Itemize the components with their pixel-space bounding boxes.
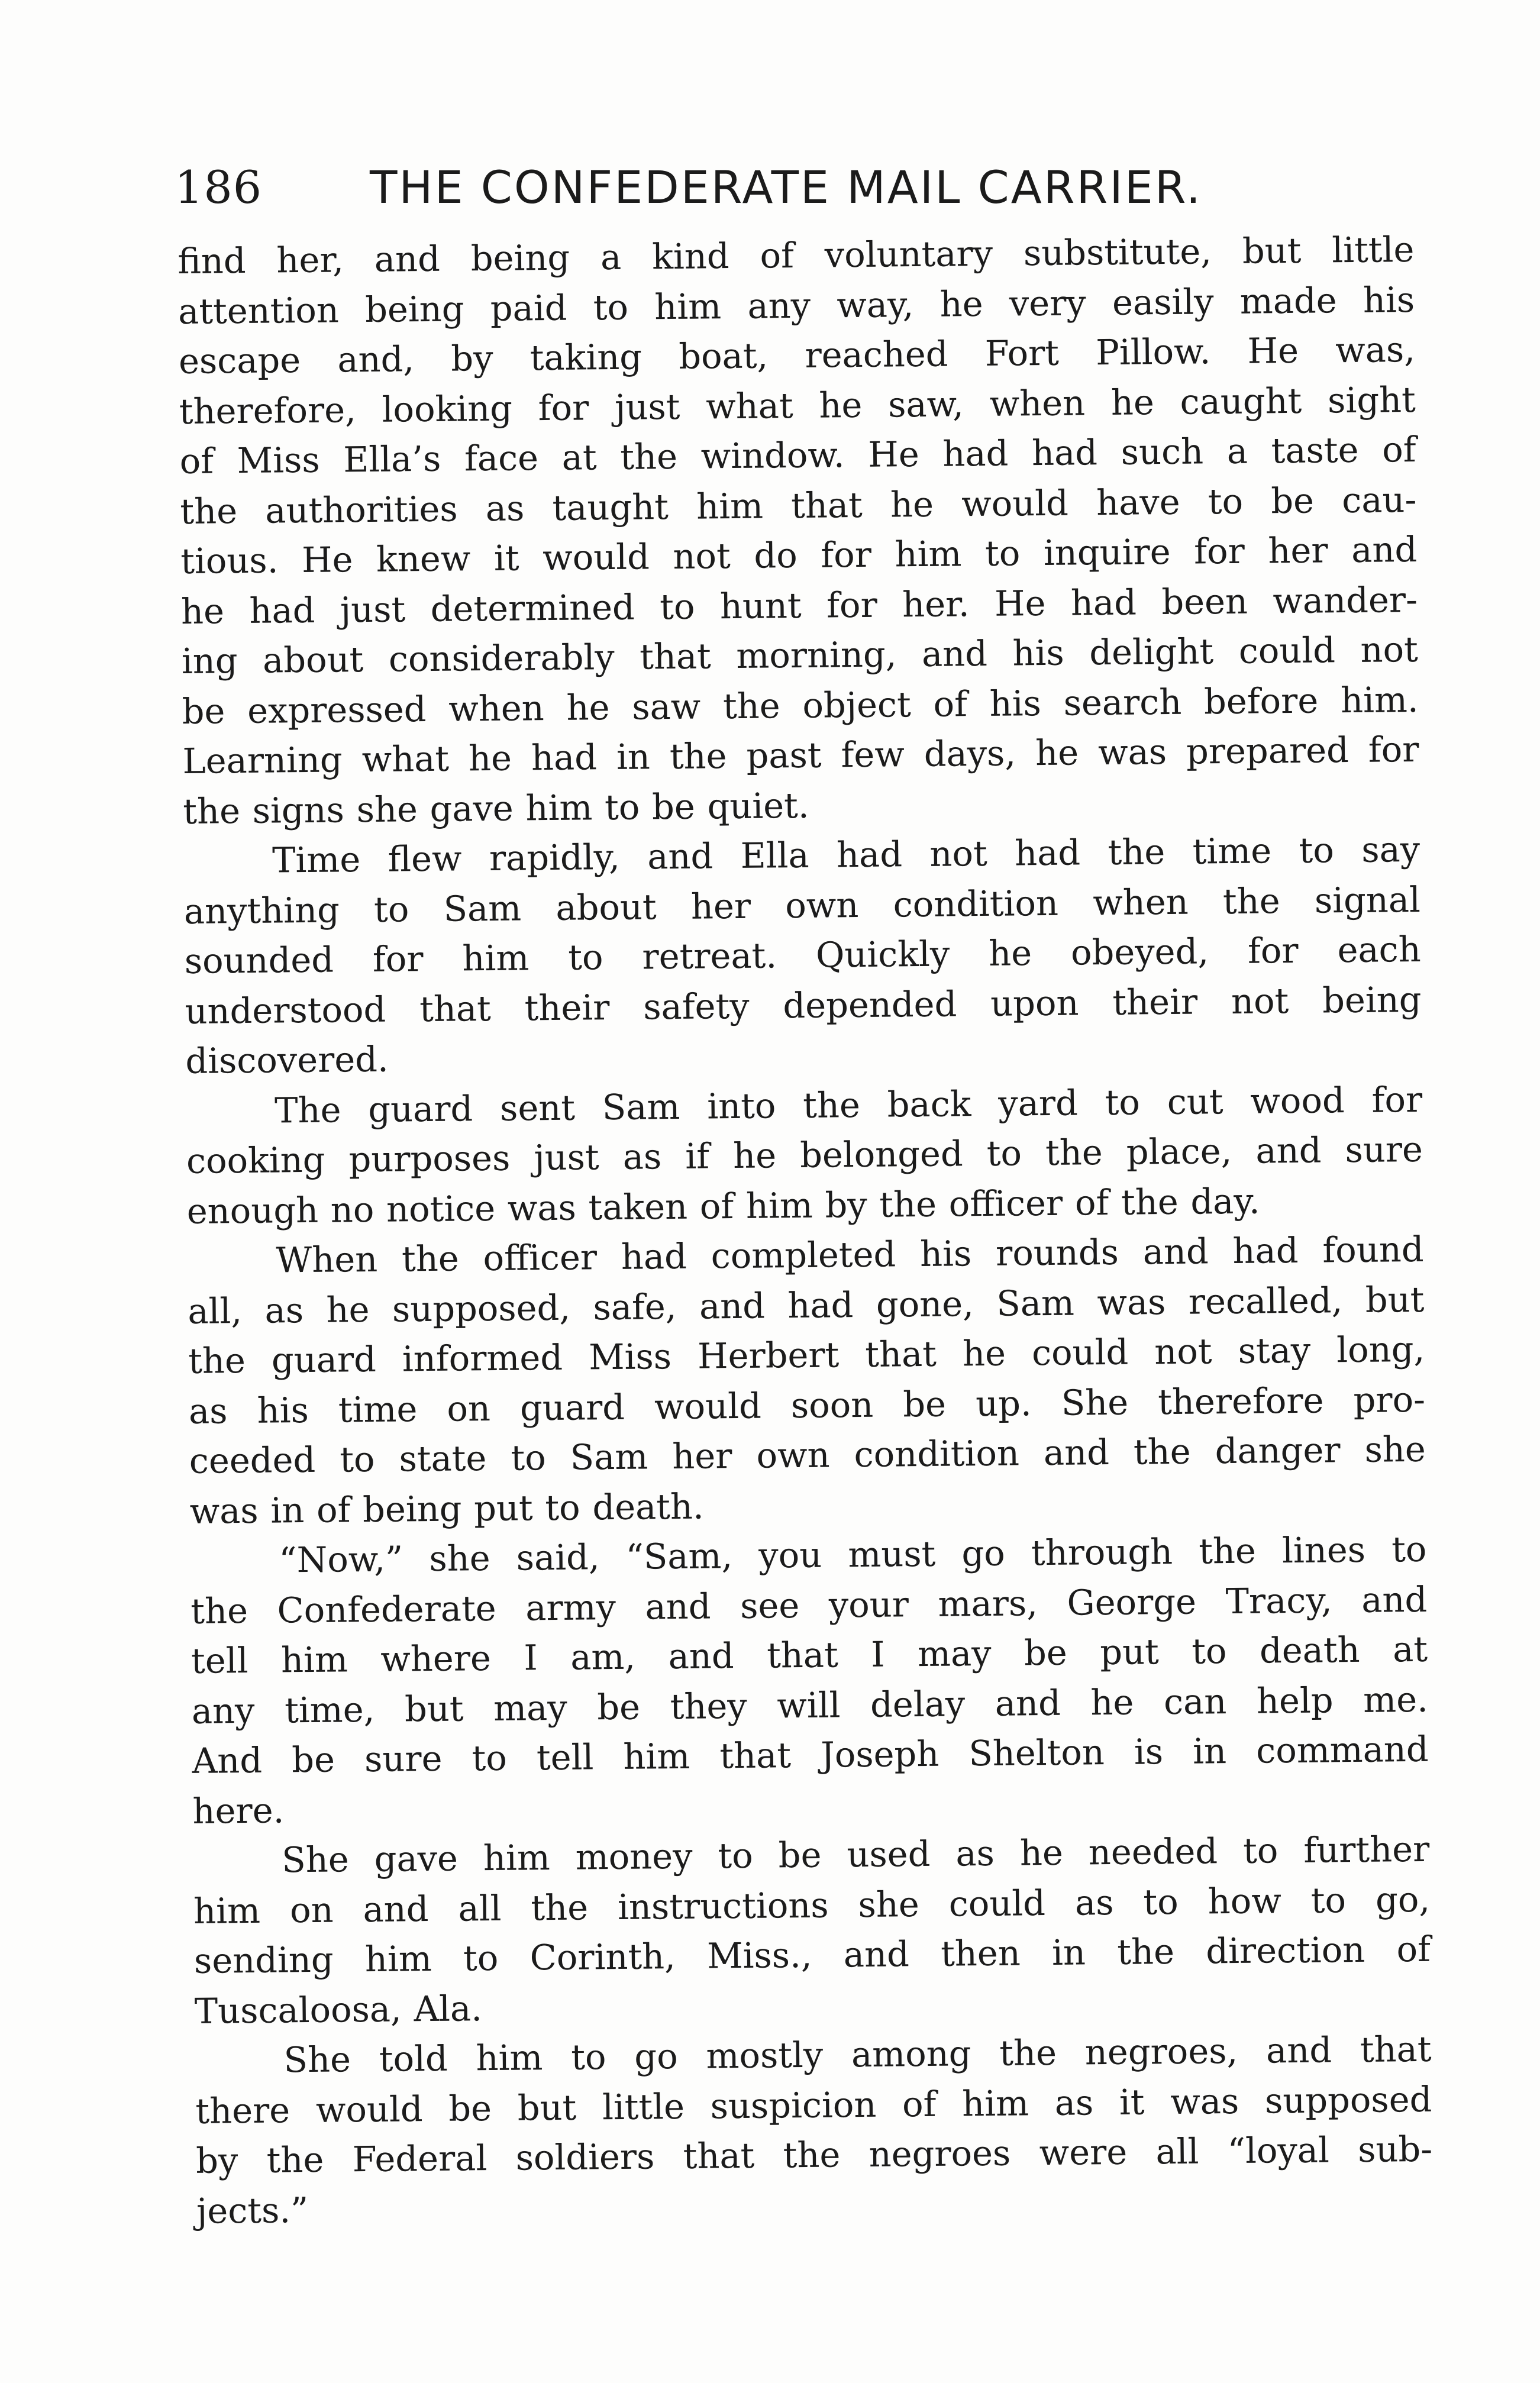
text-line: he had just determined to hunt for her. He had been wander- xyxy=(180,579,1418,632)
text-line: as his time on guard would soon be up. She therefore pro- xyxy=(188,1378,1426,1432)
text-line: understood that their safety depended upon their not being xyxy=(185,979,1422,1032)
text-line: Tuscaloosa, Ala. xyxy=(194,1987,483,2032)
text-line: the authorities as taught him that he would have to be cau- xyxy=(180,479,1417,532)
text-line: tell him where I am, and that I may be put to death at xyxy=(191,1628,1428,1681)
text-line: enough no notice was taken of him by the officer of the day. xyxy=(186,1180,1260,1232)
text-line: escape and, by taking boat, reached Fort Pillow. He was, xyxy=(178,328,1416,382)
running-head xyxy=(175,155,1358,220)
text-line: therefore, looking for just what he saw, when he caught sight xyxy=(179,379,1416,432)
text-line: And be sure to tell him that Joseph Shelton is in command xyxy=(192,1728,1429,1781)
text-line: Time flew rapidly, and Ella had not had the time to say xyxy=(272,828,1420,881)
text-line: She gave him money to be used as he needed to further xyxy=(282,1828,1430,1881)
running-title: THE CONFEDERATE MAIL CARRIER. xyxy=(370,161,1203,214)
text-line: by the Federal soldiers that the negroes were all “loyal sub- xyxy=(195,2128,1433,2181)
body-text xyxy=(177,225,1433,2236)
page-number: 186 xyxy=(175,161,263,214)
text-line: be expressed when he saw the object of his search before him. xyxy=(182,679,1419,732)
text-line: discovered. xyxy=(185,1038,389,1081)
text-line: the Confederate army and see your mars, George Tracy, and xyxy=(190,1578,1428,1632)
text-line: here. xyxy=(192,1789,285,1832)
text-line: cooking purposes just as if he belonged to the place, and sure xyxy=(186,1128,1423,1181)
text-line: tious. He knew it would not do for him to inquire for her and xyxy=(180,528,1418,582)
text-line: ing about considerably that morning, and his delight could not xyxy=(181,628,1419,682)
text-line: The guard sent Sam into the back yard to cut wood for xyxy=(274,1079,1423,1131)
text-line: anything to Sam about her own condition when the signal xyxy=(183,879,1421,932)
text-line: him on and all the instructions she could as to how to go, xyxy=(193,1878,1431,1932)
text-line: of Miss Ella’s face at the window. He had had such a taste of xyxy=(179,428,1416,482)
text-line: the guard informed Miss Herbert that he could not stay long, xyxy=(188,1328,1425,1381)
text-line: attention being paid to him any way, he very easily made his xyxy=(177,279,1415,332)
text-line: there would be but little suspicion of him as it was supposed xyxy=(195,2078,1432,2132)
text-line: She told him to go mostly among the negroes, and that xyxy=(283,2028,1432,2081)
text-line: was in of being put to death. xyxy=(189,1486,705,1532)
text-line: “Now,” she said, “Sam, you must go through the lines to xyxy=(279,1528,1427,1581)
text-line: all, as he supposed, safe, and had gone, Sam was recalled, but xyxy=(188,1278,1425,1332)
text-line: sounded for him to retreat. Quickly he obeyed, for each xyxy=(184,928,1421,981)
text-line: jects.” xyxy=(196,2189,309,2232)
text-line: When the officer had completed his rounds and had found xyxy=(276,1228,1424,1281)
text-line: ceeded to state to Sam her own condition and the danger she xyxy=(189,1428,1426,1481)
text-line: Learning what he had in the past few days, he was prepared for xyxy=(182,728,1419,782)
text-line: the signs she gave him to be quiet. xyxy=(182,784,809,832)
text-line: any time, but may be they will delay and he can help me. xyxy=(191,1678,1429,1732)
text-line: sending him to Corinth, Miss., and then in the direction of xyxy=(193,1928,1431,1981)
text-line: find her, and being a kind of voluntary substitute, but little xyxy=(177,228,1415,282)
